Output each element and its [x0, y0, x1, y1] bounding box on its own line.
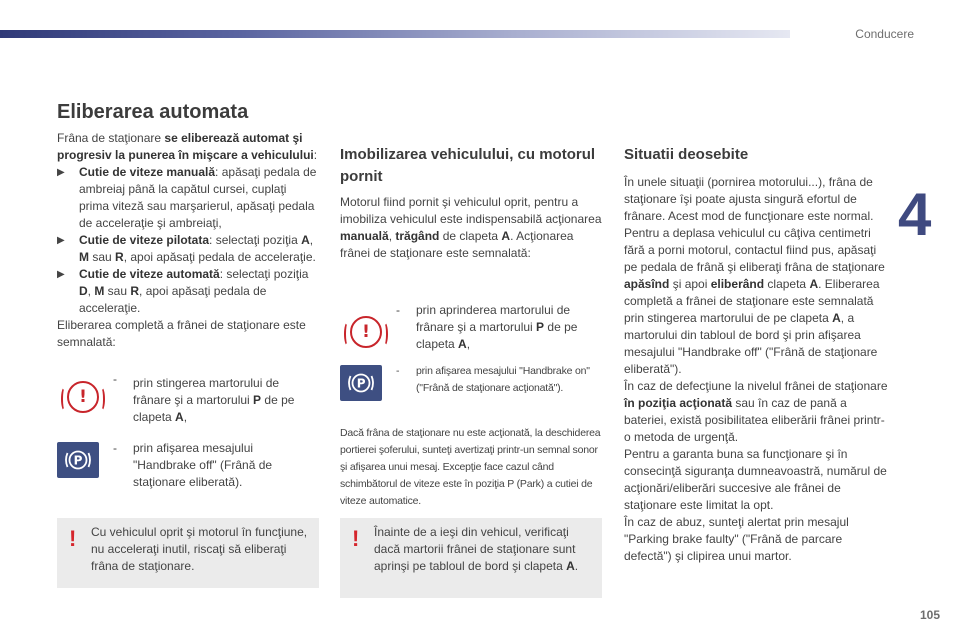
dash: - [396, 365, 400, 377]
dash: - [113, 372, 117, 386]
parking-brake-icon [340, 365, 382, 401]
para-text: , a martorului din tabloul de bord şi prin afişarea mesajului "Handbrake off" ("Frână de staţionare eliberată"). [624, 311, 878, 376]
section-title: Situatii deosebite [624, 146, 749, 163]
intro-colon: : [313, 148, 318, 162]
key-letter: A [458, 337, 467, 351]
header-bar [0, 30, 790, 38]
intro-text: Frâna de staţionare [57, 131, 165, 145]
bullet-text: , apoi apăsaţi pedala de acceleraţie. [79, 284, 267, 315]
bullet-marker-icon: ▶ [57, 269, 65, 280]
key-letter: A [501, 229, 511, 243]
brake-warning-icon [67, 381, 99, 413]
bullet-text: sau [104, 284, 131, 298]
bullet-text: : apăsaţi pedala de ambreiaj până la capătul cursei, cuplaţi prima viteză sau marşarierul, apăsaţi pedala de acceleraţie şi ambreiaţi, [79, 165, 317, 230]
para-bold: trăgând [395, 229, 440, 243]
immobilization-paragraph [340, 194, 604, 262]
bullet-text: , apoi apăsaţi pedala de acceleraţie. [123, 250, 316, 264]
key-letter: P [253, 393, 262, 407]
brake-warning-glyph: ! [362, 321, 370, 342]
svg-text:P: P [73, 453, 83, 468]
bullet-bold: Cutie de viteze pilotata [79, 233, 210, 247]
door-open-note: Dacă frâna de staţionare nu este acţionată, la deschiderea portierei şoferului, sunteţi avertizaţi printr-un semnal sonor şi afişarea unui mesaj. Excepţie face cazul când schimbătorul de viteze este în poziţia P (Park) a cutiei de viteze automatice. [340, 427, 601, 507]
warning-text: Înainte de a ieşi din vehicul, verificaţi dacă martorii frânei de staţionare sunt aprinşi pe tabloul de bord şi clapeta [374, 525, 576, 573]
para-text: . Eliberarea completă a frânei de staţionare este semnalată prin stingerea martorului de pe clapeta [624, 277, 880, 325]
key-letter: D [79, 284, 88, 298]
section-title: Eliberarea automata [57, 101, 249, 123]
section-label: Conducere [855, 27, 914, 41]
bullet-manual [57, 164, 319, 232]
bullet-text: , [309, 233, 314, 247]
special-paragraph-4: În caz de abuz, sunteţi alertat prin mesajul "Parking brake faulty" ("Frână de parcare defectă") şi clipirea unui martor. [624, 515, 849, 563]
key-letter: M [94, 284, 105, 298]
warning-icon: ! [69, 526, 77, 551]
column-automatic-release [57, 100, 319, 491]
para-bold: în poziţia acţionată [624, 396, 733, 410]
release-signal-text: Eliberarea completă a frânei de staţionare este semnalată: [57, 318, 306, 349]
intro-paragraph [57, 130, 319, 164]
key-letter: M [79, 250, 89, 264]
key-letter: R [115, 250, 124, 264]
symbol-text: prin afişarea mesajului "Handbrake off" (Frână de staţionare eliberată). [133, 441, 273, 489]
bullet-piloted [57, 232, 319, 266]
symbol-row-brake-light [57, 371, 319, 426]
bullet-text: : selectaţi poziţia [219, 267, 309, 281]
para-text: Motorul fiind pornit şi vehiculul oprit, pentru a imobiliza vehiculul este indispensabilă acţionarea [340, 195, 602, 226]
symbol-text: de pe clapeta [416, 320, 578, 351]
key-letter: P [536, 320, 545, 334]
symbol-text: de pe clapeta [133, 393, 295, 424]
symbol-text: prin aprinderea martorului de frânare şi a martorului [416, 303, 571, 334]
special-paragraph-1 [624, 174, 888, 378]
column-immobilization [340, 144, 604, 510]
warning-text: Cu vehiculul oprit şi motorul în funcţiune, nu acceleraţi inutil, riscaţi să eliberaţi frâna de staţionare. [91, 525, 308, 573]
dash: - [396, 303, 400, 317]
bullet-text: sau [89, 250, 116, 264]
special-paragraph-3: Pentru a garanta buna sa funcţionare şi în consecinţă siguranţa dumneavoastră, numărul de acţionări/eliberări succesive ale frânei de staţionare este limitat la opt. [624, 447, 887, 512]
svg-text:P: P [356, 376, 366, 391]
key-letter: A [832, 311, 841, 325]
para-text: şi apoi [669, 277, 711, 291]
para-text: , [388, 229, 396, 243]
para-text: de clapeta [439, 229, 502, 243]
key-letter: A [301, 233, 310, 247]
page-number: 105 [919, 608, 940, 622]
warning-box-before-leaving [340, 518, 602, 598]
bullet-bold: Cutie de viteze manuală [79, 165, 216, 179]
dash: - [113, 441, 117, 455]
special-paragraph-2 [624, 378, 888, 446]
warning-text: . [574, 559, 579, 573]
bullet-text: : selectaţi poziţia [209, 233, 302, 247]
bullet-marker-icon: ▶ [57, 167, 65, 178]
symbol-text: prin afişarea mesajului "Handbrake on" ("Frână de staţionare acţionată"). [416, 365, 590, 394]
brake-warning-icon [350, 316, 382, 348]
bullet-bold: Cutie de viteze automată [79, 267, 220, 281]
column-special-situations [624, 144, 888, 565]
para-text: clapeta [764, 277, 810, 291]
symbol-text: , [183, 410, 188, 424]
para-text: . Acţionarea frânei de staţionare este semnalată: [340, 229, 574, 260]
symbol-row-message [57, 440, 319, 491]
symbol-text: prin stingerea martorului de frânare şi a martorului [133, 376, 280, 407]
key-letter: R [130, 284, 140, 298]
brake-warning-glyph: ! [79, 386, 87, 407]
parking-brake-icon [57, 442, 99, 478]
warning-icon: ! [352, 526, 360, 551]
para-text: În unele situaţii (pornirea motorului...), frâna de staţionare îşi poate ajusta singură efortul de frânare. Acest mod de funcţionare este normal. Pentru a deplasa vehiculul cu câţiva centimetri fără a porni motorul, contactul fiind pus, apăsaţi pe pedala de frână şi eliberaţi frâna de staţionare [624, 175, 885, 274]
bullet-automatic [57, 266, 319, 317]
para-bold: apăsînd [624, 277, 670, 291]
symbol-row-message [340, 363, 604, 407]
symbol-row-brake-light [340, 302, 604, 353]
para-bold: manuală [340, 229, 389, 243]
para-text: În caz de defecţiune la nivelul frânei de staţionare [624, 379, 888, 393]
bullet-marker-icon: ▶ [57, 235, 65, 246]
key-letter: A [809, 277, 819, 291]
para-text: sau în caz de pană a bateriei, există posibilitatea eliberării frânei printr-o metoda de urgenţă. [624, 396, 885, 444]
warning-box-engine-running [57, 518, 319, 588]
section-title: Imobilizarea vehiculului, cu motorul pornit [340, 146, 596, 185]
para-bold: eliberând [710, 277, 765, 291]
symbol-text: , [466, 337, 471, 351]
key-letter: A [566, 559, 575, 573]
key-letter: A [175, 410, 184, 424]
bullet-text: , [87, 284, 95, 298]
chapter-number: 4 [898, 181, 932, 248]
intro-bold: se eliberează automat şi progresiv la punerea în mişcare a vehiculului [57, 131, 314, 162]
